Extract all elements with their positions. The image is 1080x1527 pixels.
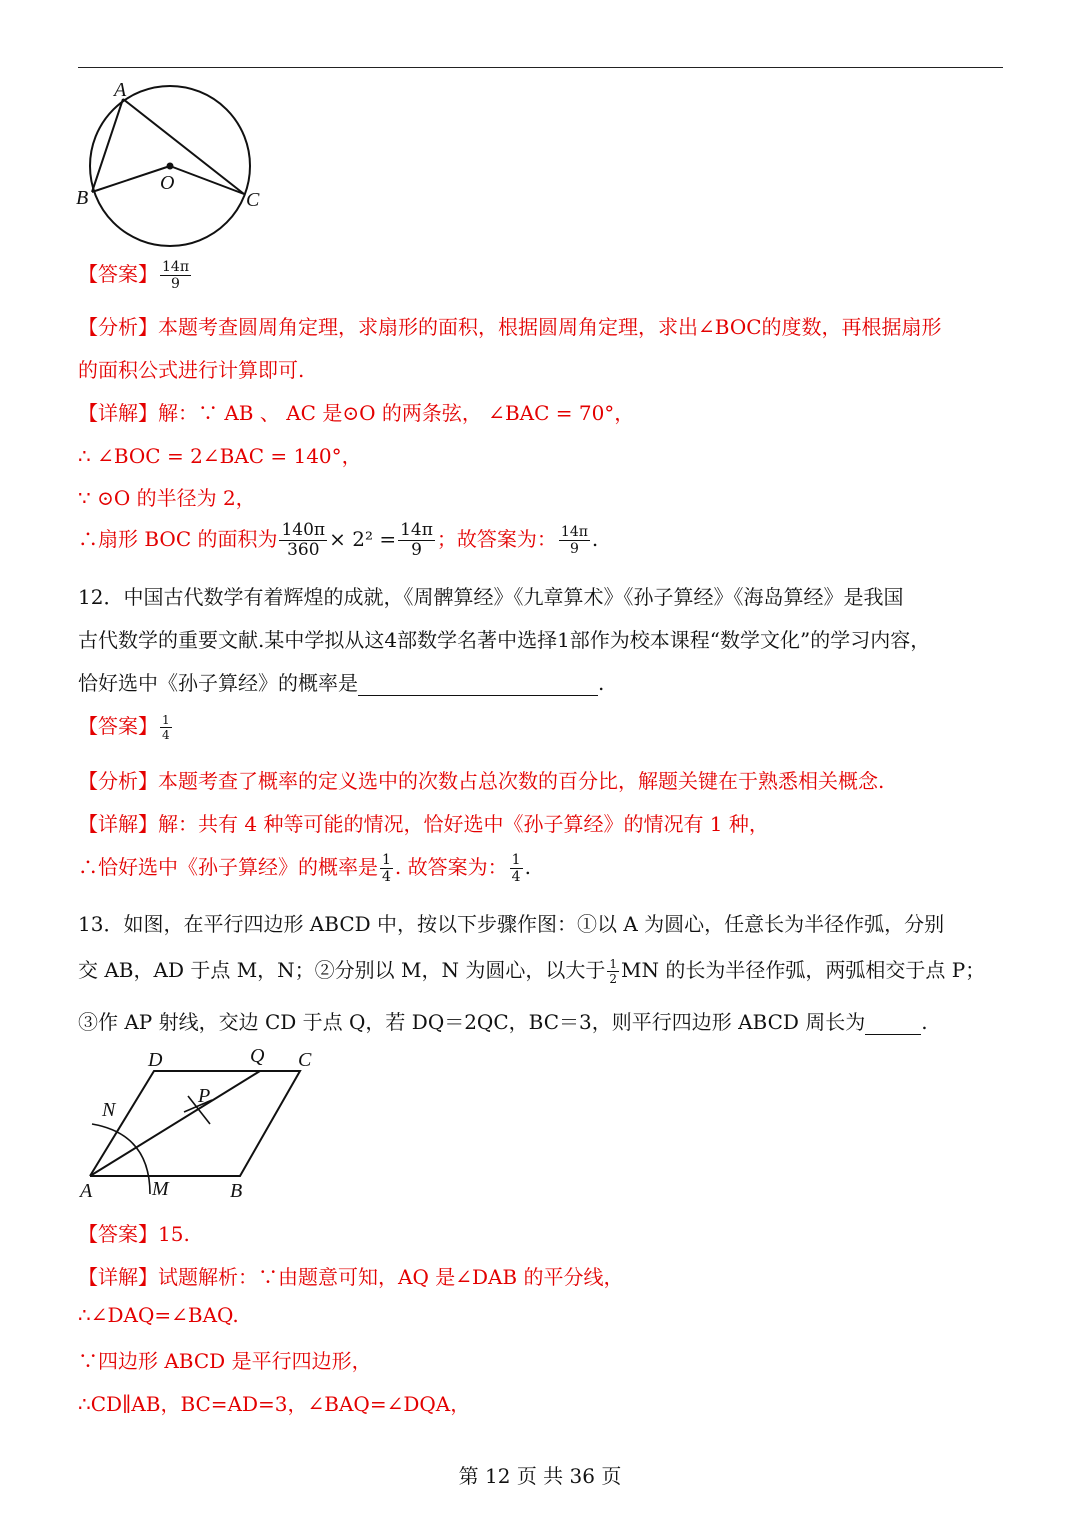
chord-ab	[92, 99, 123, 192]
q13-detail-line2: ∴∠DAQ=∠BAQ.	[78, 1303, 239, 1327]
answer-blank	[865, 1010, 921, 1035]
label-b: B	[76, 187, 89, 209]
fraction-answer: $\frac{1}{4}$	[511, 852, 521, 885]
fraction-14pi-9: $\frac{14\pi}{9}$	[400, 520, 433, 560]
center-dot	[167, 163, 174, 170]
answer-label: 【答案】	[78, 714, 158, 738]
answer-fraction: $\frac{1}{4}$	[162, 713, 170, 742]
label-c: C	[246, 189, 260, 211]
fraction-one-quarter: $\frac{1}{4}$	[382, 852, 391, 885]
chord-ac	[123, 99, 244, 194]
fraction-half: $\frac{1}{2}$	[609, 957, 618, 986]
label-m: M	[152, 1178, 169, 1200]
radius-ob	[92, 166, 170, 192]
q11-detail-line2: ∴ ∠BOC = 2∠BAC = 140°，	[78, 444, 362, 468]
label-a: A	[80, 1180, 93, 1202]
answer-blank	[358, 671, 598, 696]
answer-fraction: $\frac{14\pi}{9}$	[162, 259, 190, 292]
detail-label: 【详解】	[78, 812, 158, 836]
header-rule	[78, 67, 1003, 68]
q11-analysis-line2: 的面积公式进行计算即可.	[78, 358, 305, 382]
q11-detail-line1: 【详解】解：∵ AB 、 AC 是⊙O 的两条弦， ∠BAC = 70°，	[78, 401, 635, 425]
label-a: A	[114, 79, 127, 101]
label-b: B	[230, 1180, 243, 1202]
q13-line2: 交 AB，AD 于点 M，N；②分别以 M，N 为圆心，以大于 $\frac{1}{2}$ MN 的长为半径作弧，两弧相交于点 P；	[78, 957, 986, 986]
parallelogram-figure	[72, 1044, 332, 1206]
fraction-answer: $\frac{14\pi}{9}$	[560, 524, 588, 557]
q11-answer-line	[78, 258, 193, 291]
q12-line3: 恰好选中《孙子算经》的概率是 .	[78, 671, 605, 695]
q13-detail-line3: ∵四边形 ABCD 是平行四边形，	[78, 1349, 372, 1373]
answer-label: 【答案】	[78, 262, 158, 286]
label-o: O	[160, 172, 175, 194]
label-n: N	[102, 1099, 116, 1121]
label-d: D	[148, 1049, 163, 1071]
parallelogram-abcd	[90, 1071, 300, 1176]
q12-detail-line2: ∴恰好选中《孙子算经》的概率是 $\frac{1}{4}$ . 故答案为： $\frac{1}{4}$ .	[78, 852, 531, 885]
q12-detail-line1: 【详解】解：共有 4 种等可能的情况，恰好选中《孙子算经》的情况有 1 种，	[78, 812, 769, 836]
radius-oc	[170, 166, 244, 194]
analysis-label: 【分析】	[78, 769, 158, 793]
q11-analysis-line1: 【分析】本题考查圆周角定理，求扇形的面积，根据圆周角定理，求出∠BOC的度数，再根据扇形	[78, 315, 942, 339]
q12-line1: 12．中国古代数学有着辉煌的成就，《周髀算经》《九章算术》《孙子算经》《海岛算经》是我国	[78, 585, 904, 609]
q13-detail-line4: ∴CD∥AB，BC=AD=3，∠BAQ=∠DQA，	[78, 1392, 471, 1416]
detail-label: 【详解】	[78, 401, 158, 425]
q13-answer-line: 【答案】15.	[78, 1222, 190, 1246]
q12-analysis-line: 【分析】本题考查了概率的定义选中的次数占总次数的百分比，解题关键在于熟悉相关概念.	[78, 769, 885, 793]
label-q: Q	[250, 1045, 265, 1067]
q13-line1: 13．如图，在平行四边形 ABCD 中，按以下步骤作图：①以 A 为圆心，任意长为半径作弧，分别	[78, 912, 945, 936]
ray-aq	[90, 1071, 260, 1176]
label-c: C	[298, 1049, 312, 1071]
q13-detail-line1: 【详解】试题解析：∵由题意可知，AQ 是∠DAB 的平分线，	[78, 1265, 624, 1289]
q11-detail-line3: ∵ ⊙O 的半径为 2，	[78, 486, 256, 510]
q11-detail-line4: ∴扇形 BOC 的面积为 $\frac{140\pi}{360}$ × 2² = $\frac{14\pi}{9}$ ；故答案为： $\frac{14\pi}{9}$ .	[78, 520, 599, 560]
q12-answer-line	[78, 710, 174, 741]
q13-line3: ③作 AP 射线，交边 CD 于点 Q，若 DQ＝2QC，BC＝3，则平行四边形 ABCD 周长为 .	[78, 1010, 928, 1034]
analysis-label: 【分析】	[78, 315, 158, 339]
circle-figure	[70, 78, 280, 258]
fraction-140pi-360: $\frac{140\pi}{360}$	[281, 520, 326, 560]
answer-label: 【答案】	[78, 1222, 158, 1246]
detail-label: 【详解】	[78, 1265, 158, 1289]
q12-line2: 古代数学的重要文献.某中学拟从这4部数学名著中选择1部作为校本课程“数学文化”的学习内容，	[78, 628, 931, 652]
page-number: 第 12 页 共 36 页	[458, 1464, 622, 1488]
label-p: P	[198, 1085, 211, 1107]
